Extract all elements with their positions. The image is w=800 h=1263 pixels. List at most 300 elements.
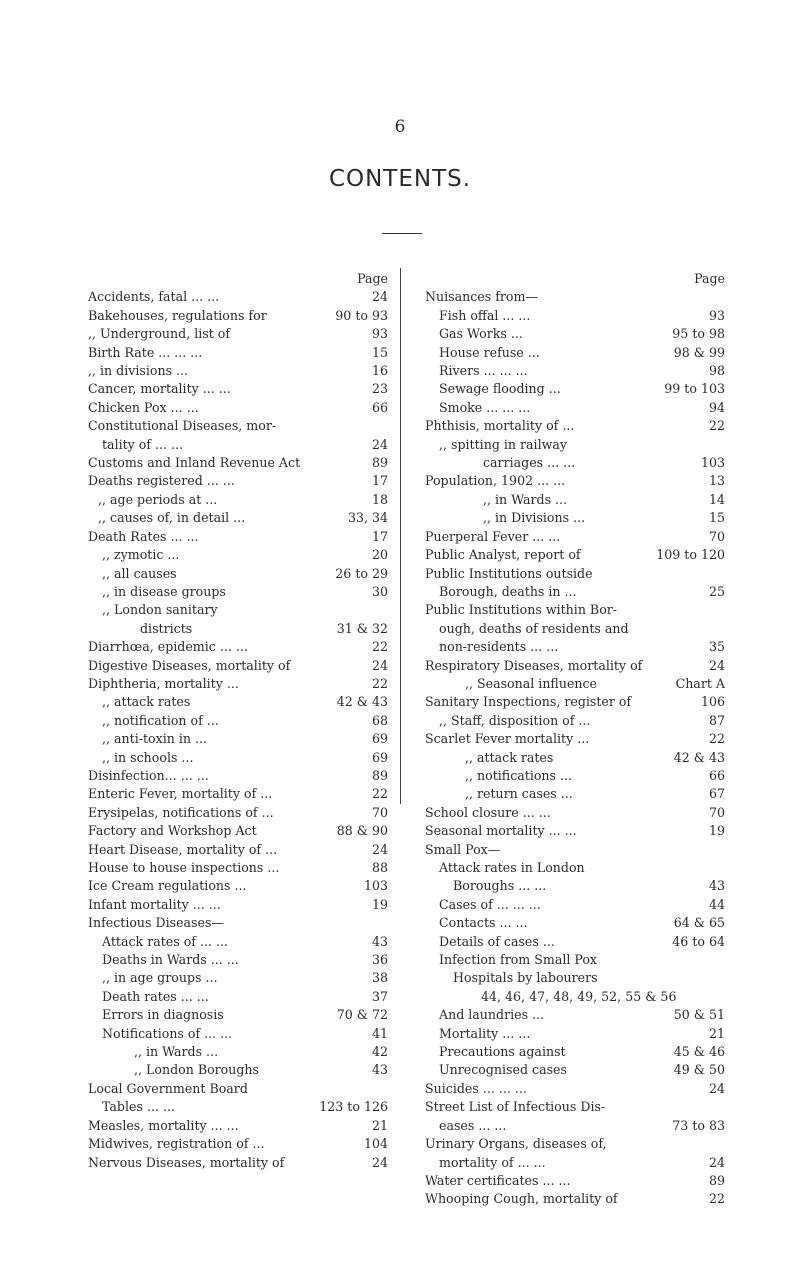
entry-page: 104 <box>363 1136 388 1152</box>
entry-text: Deaths registered ... ... <box>88 473 235 489</box>
entry-page: 24 <box>371 1154 388 1170</box>
index-entry <box>425 933 725 951</box>
entry-page <box>384 417 388 435</box>
page-column-header <box>88 270 388 288</box>
entry-text: Unrecognised cases <box>439 1062 567 1078</box>
entry-page: 98 <box>708 363 725 379</box>
entry-text: Notifications of ... ... <box>102 1025 233 1041</box>
entry-page: 88 <box>371 860 388 875</box>
index-entry <box>88 914 388 932</box>
entry-page: 23 <box>371 381 388 397</box>
index-entry <box>88 896 388 914</box>
entry-text: Boroughs ... ... <box>453 878 547 894</box>
entry-text: ,, spitting in railway <box>439 436 568 452</box>
entry-page: 21 <box>708 1025 725 1041</box>
entry-text: ,, attack rates <box>102 694 191 710</box>
index-entry <box>88 362 388 380</box>
entry-page: 22 <box>371 675 388 691</box>
entry-text <box>88 270 353 288</box>
entry-page: 88 & 90 <box>336 823 388 839</box>
entry-page: 45 & 46 <box>673 1044 725 1060</box>
index-entry <box>88 491 388 509</box>
entry-page: 19 <box>708 823 725 839</box>
entry-text: ,, return cases ... <box>465 786 573 802</box>
index-entry <box>88 822 388 840</box>
entry-text: Gas Works ... <box>439 326 523 342</box>
index-entry <box>425 436 725 454</box>
index-entry <box>425 767 725 785</box>
entry-text: Nervous Diseases, mortality of <box>88 1154 285 1170</box>
entry-text: ,, notification of ... <box>102 712 219 728</box>
index-entry <box>425 712 725 730</box>
index-entry <box>425 509 725 527</box>
entry-text: Enteric Fever, mortality of ... <box>88 786 273 802</box>
entry-page: 24 <box>371 436 388 452</box>
entry-page: 13 <box>708 473 725 489</box>
index-entry <box>88 509 388 527</box>
entry-text: Small Pox— <box>425 841 501 857</box>
entry-text: Attack rates in London <box>439 860 585 875</box>
index-entry <box>88 877 388 895</box>
index-entry <box>425 1080 725 1098</box>
entry-text: Cancer, mortality ... ... <box>88 381 231 397</box>
entry-text: ,, zymotic ... <box>102 547 180 563</box>
entry-text: Public Institutions within Bor- <box>425 602 618 618</box>
entry-text: House refuse ... <box>439 344 540 360</box>
index-entry <box>425 657 725 675</box>
entry-text: Customs and Inland Revenue Act <box>88 455 301 471</box>
index-entry <box>88 749 388 767</box>
entry-text: Population, 1902 ... ... <box>425 473 566 489</box>
index-entry <box>425 988 725 1006</box>
entry-text: Urinary Organs, diseases of, <box>425 1136 607 1152</box>
entry-page: 26 to 29 <box>335 565 388 581</box>
entry-page: 49 & 50 <box>673 1062 725 1078</box>
entry-page: 19 <box>371 896 388 912</box>
entry-text: Cases of ... ... ... <box>439 896 541 912</box>
entry-text: ,, in Wards ... <box>483 491 568 507</box>
entry-page: 90 to 93 <box>335 307 388 323</box>
entry-text: Phthisis, mortality of ... <box>425 418 575 434</box>
entry-page: 89 <box>371 767 388 783</box>
entry-page: 22 <box>708 418 725 434</box>
index-entry <box>425 1135 725 1153</box>
entry-text: Infectious Diseases— <box>88 915 225 931</box>
index-entry <box>88 1135 388 1153</box>
entry-text: ,, London sanitary <box>102 602 218 618</box>
index-entry <box>88 1061 388 1079</box>
entry-page: 50 & 51 <box>673 1007 725 1023</box>
entry-text: ,, attack rates <box>465 749 554 765</box>
entry-text: ough, deaths of residents and <box>439 620 629 636</box>
index-entry <box>88 1043 388 1061</box>
entry-text: Erysipelas, notifications of ... <box>88 804 274 820</box>
entry-page: 22 <box>708 1191 725 1207</box>
entry-page: 69 <box>371 731 388 747</box>
entry-page: 70 <box>708 528 725 544</box>
entry-text: Scarlet Fever mortality ... <box>425 731 590 747</box>
entry-page: 24 <box>371 841 388 857</box>
entry-text: Factory and Workshop Act <box>88 823 257 839</box>
entry-page: 25 <box>708 583 725 599</box>
entry-page: 35 <box>708 639 725 655</box>
entry-page: 89 <box>371 455 388 471</box>
entry-page: 94 <box>708 399 725 415</box>
entry-text: ,, London Boroughs <box>134 1062 260 1078</box>
entry-text: Puerperal Fever ... ... <box>425 528 561 544</box>
entry-text: ,, Staff, disposition of ... <box>439 712 591 728</box>
entry-page: 24 <box>708 1154 725 1170</box>
index-entry <box>88 1080 388 1098</box>
entry-page: 93 <box>708 307 725 323</box>
entry-page: 99 to 103 <box>664 381 725 397</box>
entry-page: 15 <box>708 510 725 526</box>
index-entry <box>88 620 388 638</box>
index-entry <box>425 620 725 638</box>
entry-page: Page <box>694 271 725 286</box>
entry-text: districts <box>140 620 193 636</box>
entry-page: 37 <box>371 988 388 1004</box>
index-entry <box>425 472 725 490</box>
title-rule <box>382 233 422 234</box>
index-entry <box>425 399 725 417</box>
entry-page: 36 <box>371 952 388 968</box>
entry-text: Infant mortality ... ... <box>88 896 221 912</box>
entry-text: Ice Cream regulations ... <box>88 878 247 894</box>
entry-text: And laundries ... <box>439 1007 545 1023</box>
index-entry <box>88 675 388 693</box>
entry-page: 16 <box>371 363 388 379</box>
entry-page: 15 <box>371 344 388 360</box>
entry-page: 42 <box>371 1044 388 1060</box>
index-entry <box>425 1006 725 1024</box>
index-entry <box>88 436 388 454</box>
entry-page: 66 <box>371 399 388 415</box>
entry-text: Deaths in Wards ... ... <box>102 952 239 968</box>
entry-page <box>384 601 388 619</box>
index-entry <box>425 344 725 362</box>
entry-page <box>721 565 725 583</box>
entry-page: 22 <box>708 731 725 747</box>
index-entry <box>425 896 725 914</box>
index-entry <box>88 841 388 859</box>
entry-text: Local Government Board <box>88 1080 248 1096</box>
entry-text: Mortality ... ... <box>439 1025 531 1041</box>
index-entry <box>88 638 388 656</box>
index-entry <box>88 804 388 822</box>
entry-text: Nuisances from— <box>425 289 539 305</box>
entry-text <box>425 270 690 288</box>
entry-text: ,, in Wards ... <box>134 1044 219 1060</box>
entry-page: 38 <box>371 970 388 986</box>
index-entry <box>425 325 725 343</box>
entry-text: Heart Disease, mortality of ... <box>88 841 278 857</box>
entry-text: Fish offal ... ... <box>439 307 531 323</box>
entry-text: Whooping Cough, mortality of <box>425 1191 618 1207</box>
entry-page: 106 <box>700 694 725 710</box>
entry-page: 46 to 64 <box>672 933 725 949</box>
entry-text: ,, age periods at ... <box>98 491 218 507</box>
entry-text: Tables ... ... <box>102 1099 175 1115</box>
index-entry <box>425 583 725 601</box>
index-entry <box>88 601 388 619</box>
entry-page: 98 & 99 <box>673 344 725 360</box>
entry-text: Hospitals by labourers <box>453 970 598 986</box>
entry-text: Borough, deaths in ... <box>439 583 577 599</box>
entry-page <box>384 1080 388 1098</box>
index-entry <box>425 969 725 987</box>
entry-text: Chicken Pox ... ... <box>88 399 199 415</box>
entry-page: 43 <box>371 1062 388 1078</box>
entry-page: 21 <box>371 1117 388 1133</box>
entry-text: ,, causes of, in detail ... <box>98 510 246 526</box>
entry-text: Errors in diagnosis <box>102 1007 224 1023</box>
entry-page <box>721 620 725 638</box>
entry-page: 67 <box>708 786 725 802</box>
index-entry <box>88 583 388 601</box>
entry-page: 89 <box>708 1172 725 1188</box>
entry-page: 42 & 43 <box>336 694 388 710</box>
index-entry <box>425 1172 725 1190</box>
entry-text: Birth Rate ... ... ... <box>88 344 203 360</box>
entry-page: Page <box>357 271 388 286</box>
entry-page: 41 <box>371 1025 388 1041</box>
index-entry <box>425 1061 725 1079</box>
entry-page: 17 <box>371 528 388 544</box>
entry-page: 18 <box>371 491 388 507</box>
entry-text: House to house inspections ... <box>88 860 280 875</box>
entry-text: Smoke ... ... ... <box>439 399 531 415</box>
index-entry <box>425 1117 725 1135</box>
entry-text: tality of ... ... <box>102 436 184 452</box>
entry-page: 69 <box>371 749 388 765</box>
index-entry <box>425 877 725 895</box>
index-entry <box>88 712 388 730</box>
entry-text: ,, all causes <box>102 565 177 581</box>
index-entry <box>425 914 725 932</box>
entry-page: 68 <box>371 712 388 728</box>
index-entry <box>88 472 388 490</box>
index-entry <box>425 380 725 398</box>
entry-text: Sewage flooding ... <box>439 381 561 397</box>
entry-page: 43 <box>708 878 725 894</box>
index-entry <box>425 417 725 435</box>
page-title: CONTENTS. <box>328 166 472 192</box>
entry-page: 95 to 98 <box>672 326 725 342</box>
entry-text: Digestive Diseases, mortality of <box>88 657 291 673</box>
index-entry <box>88 1025 388 1043</box>
entry-text: ,, in Divisions ... <box>483 510 586 526</box>
index-entry <box>88 399 388 417</box>
index-entry <box>88 988 388 1006</box>
entry-page: 70 & 72 <box>336 1007 388 1023</box>
entry-page: 44 <box>708 896 725 912</box>
index-entry <box>88 454 388 472</box>
entry-page <box>721 951 725 969</box>
index-entry <box>88 1154 388 1172</box>
entry-text: Infection from Small Pox <box>439 952 598 968</box>
entry-text: Details of cases ... <box>439 933 555 949</box>
index-entry <box>425 675 725 693</box>
index-entry <box>425 601 725 619</box>
index-entry <box>88 565 388 583</box>
entry-text: carriages ... ... <box>483 455 576 471</box>
page-column-header <box>425 270 725 288</box>
index-entry <box>88 325 388 343</box>
entry-page <box>721 436 725 454</box>
entry-page: 103 <box>700 455 725 471</box>
index-entry <box>88 307 388 325</box>
index-entry <box>425 1154 725 1172</box>
entry-page <box>721 288 725 306</box>
entry-page <box>384 914 388 932</box>
index-entry <box>425 749 725 767</box>
index-entry <box>425 1025 725 1043</box>
entry-page: 24 <box>708 1080 725 1096</box>
entry-page <box>721 859 725 877</box>
entry-text: Public Analyst, report of <box>425 547 581 563</box>
index-entry <box>425 804 725 822</box>
entry-page: 22 <box>371 786 388 802</box>
entry-text: ,, Underground, list of <box>88 326 231 342</box>
entry-page <box>721 1098 725 1116</box>
left-column <box>88 270 388 1172</box>
entry-page: 70 <box>708 804 725 820</box>
entry-text: Diarrhœa, epidemic ... ... <box>88 639 248 655</box>
entry-page: 43 <box>371 933 388 949</box>
entry-page: 64 & 65 <box>673 915 725 931</box>
index-entry <box>88 344 388 362</box>
index-entry <box>425 491 725 509</box>
index-entry <box>88 528 388 546</box>
entry-text: Contacts ... ... <box>439 915 528 931</box>
entry-text: Rivers ... ... ... <box>439 363 528 379</box>
index-entry <box>425 1043 725 1061</box>
entry-text: Precautions against <box>439 1044 566 1060</box>
index-entry <box>425 841 725 859</box>
index-entry <box>425 362 725 380</box>
entry-text: non-residents ... ... <box>439 639 559 655</box>
entry-text: Attack rates of ... ... <box>102 933 228 949</box>
entry-page: 70 <box>371 804 388 820</box>
index-entry <box>425 546 725 564</box>
entry-page: 66 <box>708 767 725 783</box>
entry-text: Midwives, registration of ... <box>88 1136 265 1152</box>
index-entry <box>425 528 725 546</box>
entry-page: 87 <box>708 712 725 728</box>
right-column <box>425 270 725 1209</box>
index-entry <box>425 1098 725 1116</box>
entry-text: ,, in divisions ... <box>88 363 189 379</box>
entry-page: 123 to 126 <box>319 1099 388 1115</box>
entry-text: Public Institutions outside <box>425 565 593 581</box>
entry-text: Constitutional Diseases, mor- <box>88 418 277 434</box>
index-entry <box>88 859 388 877</box>
index-entry <box>425 951 725 969</box>
index-entry <box>88 1117 388 1135</box>
entry-page: 73 to 83 <box>672 1117 725 1133</box>
entry-text: ,, notifications ... <box>465 767 573 783</box>
entry-text: Sanitary Inspections, register of <box>425 694 632 710</box>
entry-page: 33, 34 <box>347 510 388 526</box>
entry-page <box>721 601 725 619</box>
entry-page: 24 <box>371 657 388 673</box>
entry-text: ,, in age groups ... <box>102 970 218 986</box>
entry-page: 42 & 43 <box>673 749 725 765</box>
entry-text: Seasonal mortality ... ... <box>425 823 577 839</box>
index-entry <box>425 454 725 472</box>
index-entry <box>425 730 725 748</box>
index-entry <box>425 638 725 656</box>
entry-text: Disinfection... ... ... <box>88 767 209 783</box>
column-divider <box>400 268 401 804</box>
entry-page: 22 <box>371 639 388 655</box>
entry-text: ,, anti-toxin in ... <box>102 731 208 747</box>
entry-page: 30 <box>371 583 388 599</box>
entry-page: 17 <box>371 473 388 489</box>
index-entry <box>425 307 725 325</box>
index-entry <box>88 1006 388 1024</box>
index-entry <box>88 730 388 748</box>
entry-page: 109 to 120 <box>656 547 725 563</box>
entry-text: Respiratory Diseases, mortality of <box>425 657 643 673</box>
entry-text: Measles, mortality ... ... <box>88 1117 239 1133</box>
index-entry <box>88 785 388 803</box>
entry-text: Water certificates ... ... <box>425 1172 571 1188</box>
entry-text: School closure ... ... <box>425 804 551 820</box>
entry-text: ,, in disease groups <box>102 583 226 599</box>
entry-page <box>721 988 725 1006</box>
entry-text: Death Rates ... ... <box>88 528 199 544</box>
entry-page <box>721 1135 725 1153</box>
entry-page: 24 <box>708 657 725 673</box>
entry-text: Suicides ... ... ... <box>425 1080 527 1096</box>
index-entry <box>88 767 388 785</box>
index-entry <box>425 1190 725 1208</box>
index-entry <box>88 380 388 398</box>
index-entry <box>88 657 388 675</box>
index-entry <box>425 693 725 711</box>
index-entry <box>425 859 725 877</box>
index-entry <box>88 969 388 987</box>
entry-text: Accidents, fatal ... ... <box>88 289 220 305</box>
index-entry <box>88 951 388 969</box>
entry-page <box>721 969 725 987</box>
index-entry <box>88 1098 388 1116</box>
page-number: 6 <box>394 117 406 137</box>
index-entry <box>425 785 725 803</box>
entry-text: Diphtheria, mortality ... <box>88 675 239 691</box>
index-entry <box>425 565 725 583</box>
entry-text: Bakehouses, regulations for <box>88 307 267 323</box>
entry-page: 20 <box>371 547 388 563</box>
entry-text: ,, Seasonal influence <box>465 675 598 691</box>
entry-text: mortality of ... ... <box>439 1154 546 1170</box>
index-entry <box>88 417 388 435</box>
index-entry <box>88 288 388 306</box>
entry-page <box>721 841 725 859</box>
entry-text: Death rates ... ... <box>102 988 209 1004</box>
entry-page: Chart A <box>675 675 725 691</box>
entry-page: 14 <box>708 491 725 507</box>
entry-text: 44, 46, 47, 48, 49, 52, 55 & 56 <box>481 988 677 1004</box>
index-entry <box>88 933 388 951</box>
entry-text: Street List of Infectious Dis- <box>425 1099 606 1115</box>
entry-page: 31 & 32 <box>336 620 388 636</box>
entry-page: 103 <box>363 878 388 894</box>
entry-page: 24 <box>371 289 388 305</box>
index-entry <box>425 288 725 306</box>
